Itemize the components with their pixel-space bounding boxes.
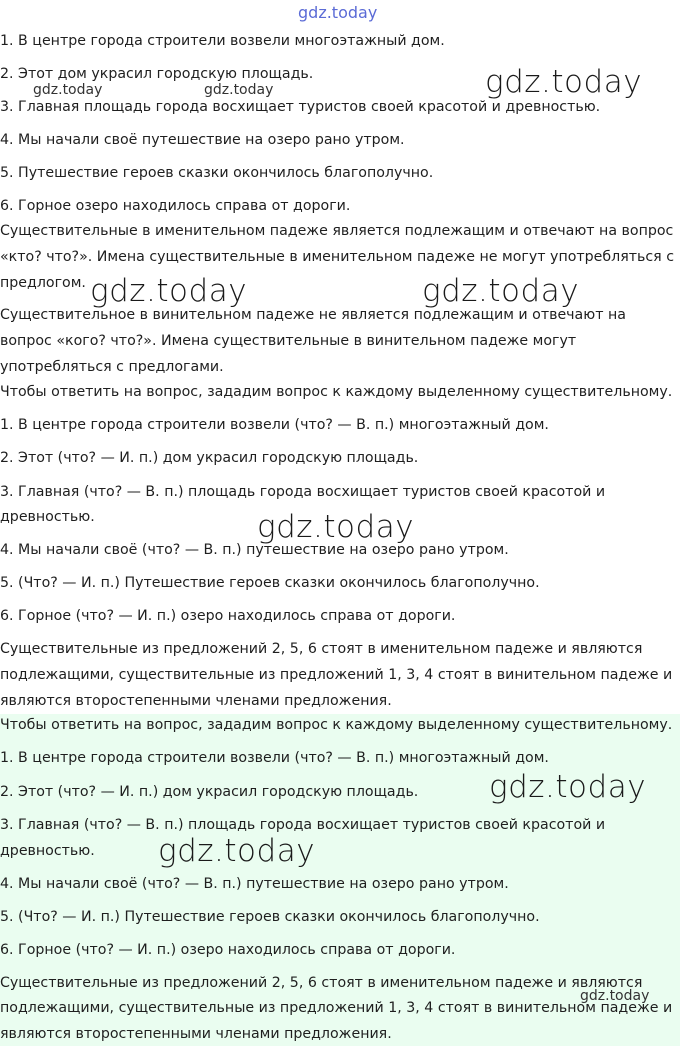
text-line: 2. Этот (что? — И. п.) дом украсил городскую площадь.	[0, 450, 419, 466]
text-line: 3. Главная (что? — В. п.) площадь города восхищает туристов своей красотой и	[0, 817, 606, 833]
text-line: подлежащими, существительные из предложений 1, 3, 4 стоят в винительном падеже и	[0, 667, 673, 683]
text-line: 5. Путешествие героев сказки окончилось благополучно.	[0, 165, 434, 181]
text-line: 2. Этот дом украсил городскую площадь.	[0, 66, 314, 82]
text-line: 4. Мы начали своё путешествие на озеро рано утром.	[0, 132, 405, 148]
text-line: 4. Мы начали своё (что? — В. п.) путешествие на озеро рано утром.	[0, 542, 509, 558]
watermark: gdz.today	[204, 82, 274, 98]
text-line: 1. В центре города строители возвели (что? — В. п.) многоэтажный дом.	[0, 417, 549, 433]
text-line: Чтобы ответить на вопрос, зададим вопрос к каждому выделенному существительному.	[0, 717, 673, 733]
watermark: gdz.today	[580, 988, 650, 1004]
text-line: 4. Мы начали своё (что? — В. п.) путешествие на озеро рано утром.	[0, 876, 509, 892]
watermark: gdz.today	[33, 82, 103, 98]
text-line: 2. Этот (что? — И. п.) дом украсил городскую площадь.	[0, 784, 419, 800]
text-line: 3. Главная (что? — В. п.) площадь города восхищает туристов своей красотой и	[0, 484, 606, 500]
text-line: употребляться с предлогами.	[0, 359, 224, 375]
text-line: древностью.	[0, 509, 95, 525]
text-line: 6. Горное озеро находилось справа от дороги.	[0, 198, 351, 214]
watermark: gdz.today	[485, 64, 643, 100]
text-line: предлогом.	[0, 275, 86, 291]
text-line: Чтобы ответить на вопрос, зададим вопрос к каждому выделенному существительному.	[0, 384, 673, 400]
text-line: 6. Горное (что? — И. п.) озеро находилось справа от дороги.	[0, 608, 456, 624]
text-line: 6. Горное (что? — И. п.) озеро находилось справа от дороги.	[0, 942, 456, 958]
watermark: gdz.today	[158, 833, 316, 869]
text-line: 3. Главная площадь города восхищает туристов своей красотой и древностью.	[0, 99, 601, 115]
text-line: являются второстепенными членами предложения.	[0, 1026, 392, 1042]
text-line: Существительное в винительном падеже не является подлежащим и отвечают на	[0, 307, 626, 323]
text-line: подлежащими, существительные из предложений 1, 3, 4 стоят в винительном падеже и	[0, 1000, 673, 1016]
text-line: «кто? что?». Имена существительные в именительном падеже не могут употребляться с	[0, 249, 675, 265]
text-line: Существительные из предложений 2, 5, 6 стоят в именительном падеже и являются	[0, 641, 643, 657]
text-line: 5. (Что? — И. п.) Путешествие героев сказки окончилось благополучно.	[0, 909, 540, 925]
watermark: gdz.today	[90, 273, 248, 309]
watermark: gdz.today	[298, 3, 378, 22]
text-line: 1. В центре города строители возвели многоэтажный дом.	[0, 33, 445, 49]
watermark: gdz.today	[257, 509, 415, 545]
watermark: gdz.today	[489, 769, 647, 805]
text-line: Существительные из предложений 2, 5, 6 стоят в именительном падеже и являются	[0, 975, 643, 991]
text-line: 1. В центре города строители возвели (что? — В. п.) многоэтажный дом.	[0, 750, 549, 766]
text-line: Существительные в именительном падеже является подлежащим и отвечают на вопрос	[0, 223, 674, 239]
text-line: вопрос «кого? что?». Имена существительные в винительном падеже могут	[0, 333, 577, 349]
text-line: являются второстепенными членами предложения.	[0, 693, 392, 709]
watermark: gdz.today	[422, 273, 580, 309]
text-line: древностью.	[0, 843, 95, 859]
text-line: 5. (Что? — И. п.) Путешествие героев сказки окончилось благополучно.	[0, 575, 540, 591]
